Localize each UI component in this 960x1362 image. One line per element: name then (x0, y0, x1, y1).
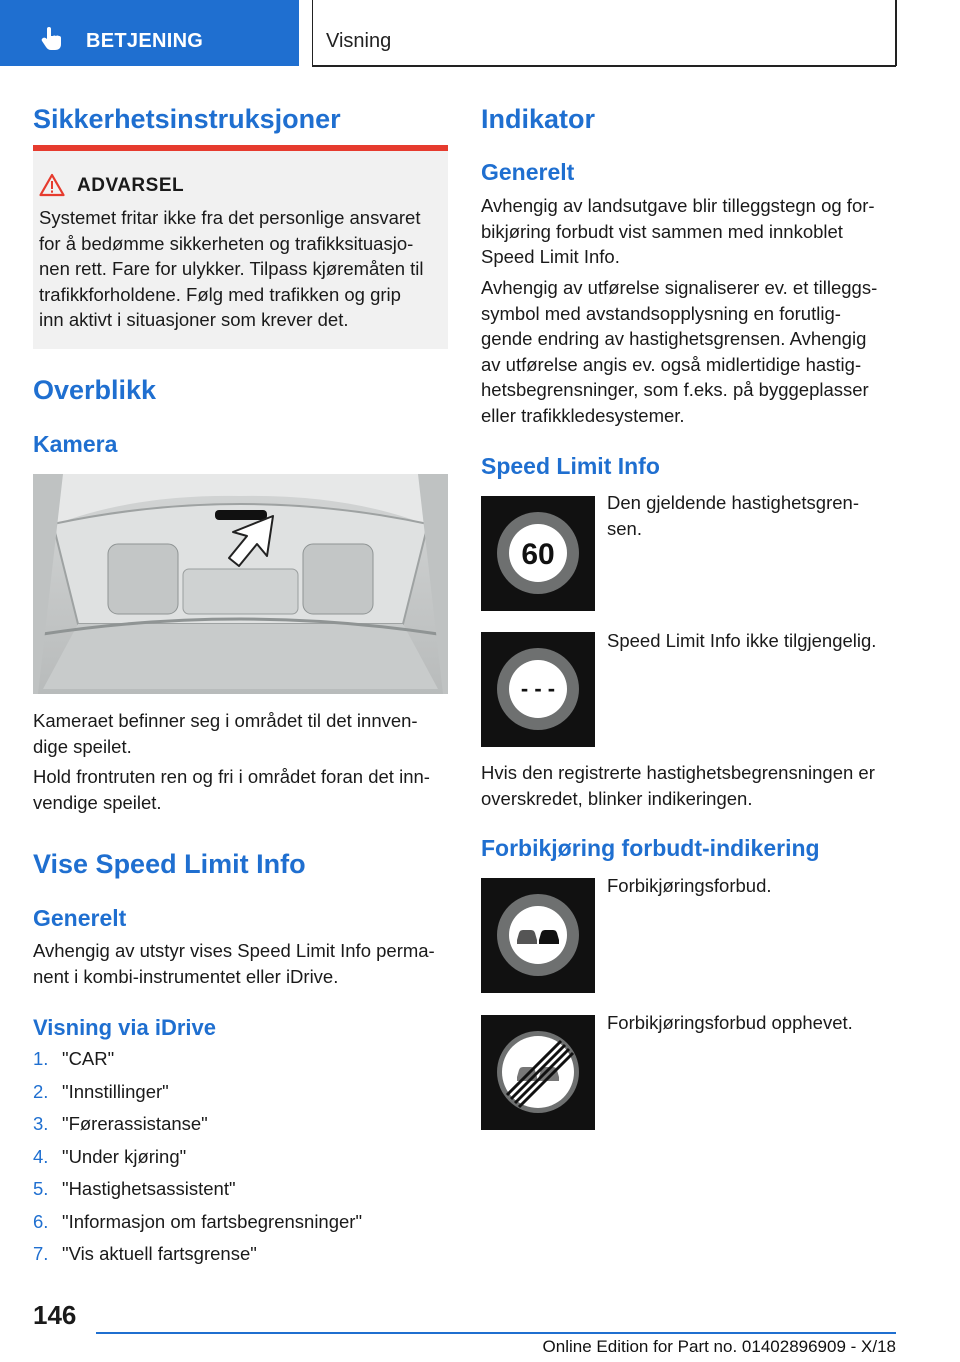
general-heading-right: Generelt (481, 159, 575, 185)
section-label: BETJENING (86, 30, 204, 52)
text-line: Avhengig av utstyr vises Speed Limit Info perma- (33, 940, 435, 961)
text-line: bikjøring forbudt vist sammen med innkoblet (481, 220, 843, 242)
text-line: Avhengig av utførelse signaliserer ev. et tilleggs- (481, 277, 878, 298)
general-heading-left: Generelt (33, 905, 127, 931)
text-line: eller trafikkledesystemer. (481, 404, 685, 426)
sign-unavailable-caption: Speed Limit Info ikke tilgjengelig. (607, 630, 877, 651)
warning-line: for å bedømme sikkerheten og trafikksituasjo- (39, 232, 414, 254)
text-line: Avhengig av landsutgave blir tilleggstegn og for- (481, 195, 875, 216)
end-no-overtaking-sign-icon (481, 1015, 595, 1130)
speed-limit-info-heading: Speed Limit Info (481, 453, 660, 479)
text-line: vendige speilet. (33, 791, 162, 813)
list-item (33, 1206, 453, 1239)
header-underline (312, 65, 896, 67)
list-item (33, 1141, 453, 1174)
step-text: "Vis aktuell fartsgrense" (62, 1243, 257, 1264)
step-text: "Innstillinger" (62, 1080, 169, 1102)
text-line: gende endring av hastighetsgrensen. Avhengig (481, 328, 867, 349)
list-item (33, 1076, 453, 1109)
idrive-steps-list (33, 1043, 453, 1271)
step-text: "CAR" (62, 1048, 115, 1069)
page-number: 146 (33, 1300, 77, 1330)
text-line: Hold frontruten ren og fri i området foran det inn- (33, 766, 430, 787)
camera-text-2 (33, 764, 453, 815)
text-line: nent i kombi-instrumentet eller iDrive. (33, 965, 339, 987)
idrive-heading: Visning via iDrive (33, 1015, 217, 1040)
text-line: Hvis den registrerte hastighetsbegrensningen er (481, 762, 875, 783)
no-overtaking-heading: Forbikjøring forbudt-indikering (481, 835, 820, 861)
no-overtaking-sign-icon (481, 878, 595, 993)
text-line: Kameraet befinner seg i området til det innven- (33, 710, 418, 731)
text-line: av utførelse angis ev. også midlertidige hastig- (481, 353, 862, 375)
warning-line: trafikkforholdene. Følg med trafikken og grip (39, 283, 401, 305)
step-number: 3. (33, 1113, 49, 1134)
speed-limit-unavailable-sign-icon (481, 632, 595, 747)
step-number: 5. (33, 1178, 49, 1199)
hand-pointer-icon (40, 26, 66, 52)
text-line: symbol med avstandsopplysning en forutlig- (481, 302, 841, 324)
text-line: Speed Limit Info. (481, 246, 620, 267)
warning-line: inn aktivt i situasjoner som krever det. (39, 309, 349, 330)
header-divider (312, 0, 313, 66)
list-item (33, 1238, 453, 1271)
step-text: "Under kjøring" (62, 1145, 187, 1167)
section-tab (0, 0, 299, 66)
warning-line: nen rett. Fare for ulykker. Tilpass kjøremåten til (39, 258, 424, 279)
list-item (33, 1043, 453, 1076)
sign-unavailable-label: - - - (520, 676, 556, 701)
sign-60-label: 60 (521, 538, 555, 571)
camera-text-1 (33, 708, 453, 759)
text-line: overskredet, blinker indikeringen. (481, 787, 753, 809)
overview-heading: Overblikk (33, 375, 157, 405)
sign-60-caption (607, 490, 897, 541)
edition-text: Online Edition for Part no. 01402896909 - X/18 (542, 1337, 896, 1356)
list-item (33, 1108, 453, 1141)
step-number: 1. (33, 1048, 49, 1069)
header-right-border (895, 0, 897, 66)
step-text: "Informasjon om fartsbegrensninger" (62, 1210, 363, 1232)
text-line: sen. (607, 517, 642, 539)
camera-heading: Kamera (33, 431, 118, 457)
warning-line: Systemet fritar ikke fra det personlige ansvaret (39, 207, 421, 228)
no-overtaking-caption: Forbikjøringsforbud. (607, 875, 772, 896)
warning-title: ADVARSEL (77, 175, 185, 196)
step-text: "Førerassistanse" (62, 1113, 208, 1134)
step-text: "Hastighetsassistent" (62, 1178, 236, 1199)
speed-limit-60-sign-icon (481, 496, 595, 611)
warning-box (33, 145, 448, 349)
text-line: hetsbegrensninger, som f.eks. på byggeplasser (481, 379, 869, 400)
step-number: 7. (33, 1243, 49, 1264)
end-no-overtaking-caption: Forbikjøringsforbud opphevet. (607, 1012, 853, 1033)
camera-location-illustration (33, 474, 448, 694)
indicator-heading: Indikator (481, 104, 596, 134)
step-number: 6. (33, 1210, 49, 1232)
list-item (33, 1173, 453, 1206)
warning-triangle-icon (39, 173, 65, 197)
step-number: 2. (33, 1080, 49, 1102)
text-line: dige speilet. (33, 735, 132, 757)
show-speed-limit-heading: Vise Speed Limit Info (33, 849, 306, 879)
exceed-text (481, 760, 901, 811)
general-text-right-1 (481, 193, 901, 270)
safety-heading: Sikkerhetsinstruksjoner (33, 104, 341, 134)
step-number: 4. (33, 1145, 49, 1167)
general-text-left (33, 938, 453, 989)
footer-divider (96, 1332, 896, 1334)
chapter-title: Visning (326, 30, 392, 52)
general-text-right-2 (481, 275, 901, 428)
text-line: Den gjeldende hastighetsgren- (607, 492, 859, 513)
warning-text (39, 205, 444, 333)
